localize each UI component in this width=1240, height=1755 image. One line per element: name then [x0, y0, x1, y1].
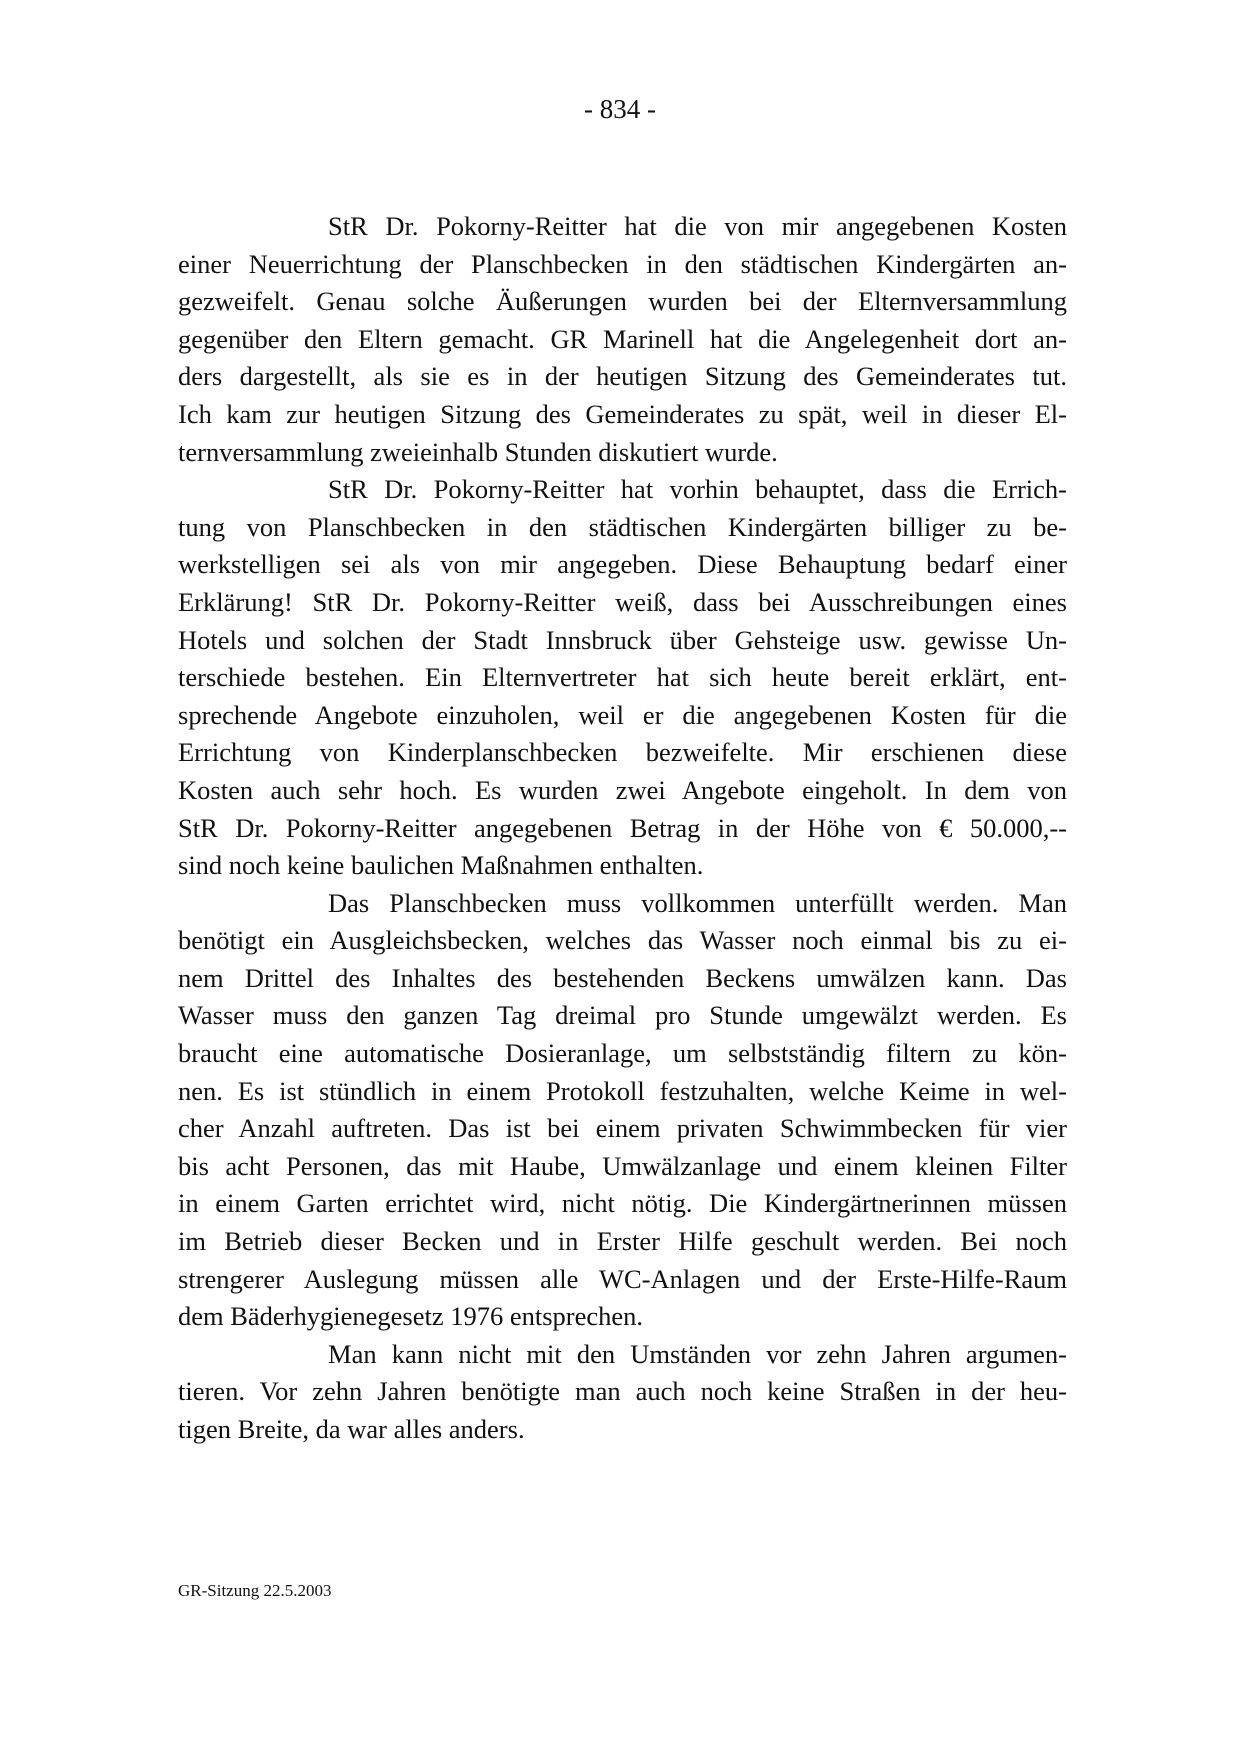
text-line: einer Neuerrichtung der Planschbecken in den städtischen Kindergärten an-: [178, 248, 1067, 279]
text-line: dem Bäderhygienegesetz 1976 entsprechen.: [178, 1301, 644, 1332]
text-line: in einem Garten errichtet wird, nicht nötig. Die Kindergärtnerinnen müssen: [178, 1188, 1067, 1219]
text-line: Hotels und solchen der Stadt Innsbruck über Gehsteige usw. gewisse Un-: [178, 624, 1067, 655]
text-line: Wasser muss den ganzen Tag dreimal pro Stunde umgewälzt werden. Es: [178, 1000, 1067, 1031]
text-line: benötigt ein Ausgleichsbecken, welches das Wasser noch einmal bis zu ei-: [178, 925, 1067, 956]
paragraph: [178, 885, 1067, 1336]
text-line: Ich kam zur heutigen Sitzung des Gemeinderates zu spät, weil in dieser El-: [178, 398, 1067, 429]
footer-session-date: GR-Sitzung 22.5.2003: [178, 1581, 332, 1600]
page-number: - 834 -: [584, 94, 656, 124]
text-line: Man kann nicht mit den Umständen vor zehn Jahren argumen-: [328, 1338, 1067, 1369]
text-line: Das Planschbecken muss vollkommen unterfüllt werden. Man: [328, 887, 1067, 918]
text-line: nem Drittel des Inhaltes des bestehenden Beckens umwälzen kann. Das: [178, 962, 1067, 993]
text-line: Errichtung von Kinderplanschbecken bezweifelte. Mir erschienen diese: [178, 737, 1067, 768]
text-line: gegenüber den Eltern gemacht. GR Marinell hat die Angelegenheit dort an-: [178, 323, 1067, 354]
text-line: im Betrieb dieser Becken und in Erster Hilfe geschult werden. Bei noch: [178, 1226, 1067, 1257]
text-line: braucht eine automatische Dosieranlage, um selbstständig filtern zu kön-: [178, 1038, 1067, 1069]
text-line: terschiede bestehen. Ein Elternvertreter hat sich heute bereit erklärt, ent-: [178, 662, 1067, 693]
text-line: ders dargestellt, als sie es in der heutigen Sitzung des Gemeinderates tut.: [178, 361, 1067, 392]
text-line: cher Anzahl auftreten. Das ist bei einem privaten Schwimmbecken für vier: [178, 1113, 1067, 1144]
text-line: StR Dr. Pokorny-Reitter angegebenen Betrag in der Höhe von € 50.000,--: [178, 812, 1067, 843]
paragraph: [178, 471, 1067, 885]
text-line: StR Dr. Pokorny-Reitter hat vorhin behauptet, dass die Errich-: [328, 474, 1067, 505]
text-line: gezweifelt. Genau solche Äußerungen wurden bei der Elternversammlung: [178, 286, 1067, 317]
text-line: Kosten auch sehr hoch. Es wurden zwei Angebote eingeholt. In dem von: [178, 774, 1067, 805]
text-line: sprechende Angebote einzuholen, weil er die angegebenen Kosten für die: [178, 699, 1067, 730]
text-line: werkstelligen sei als von mir angegeben. Diese Behauptung bedarf einer: [178, 549, 1067, 580]
text-line: nen. Es ist stündlich in einem Protokoll festzuhalten, welche Keime in wel-: [178, 1075, 1067, 1106]
text-line: Erklärung! StR Dr. Pokorny-Reitter weiß, dass bei Ausschreibungen eines: [178, 586, 1067, 617]
text-line: sind noch keine baulichen Maßnahmen enthalten.: [178, 850, 704, 881]
paragraph: [178, 208, 1067, 471]
text-line: tigen Breite, da war alles anders.: [178, 1414, 525, 1444]
text-line: StR Dr. Pokorny-Reitter hat die von mir angegebenen Kosten: [328, 211, 1067, 241]
document-body: [178, 208, 1067, 1449]
text-line: tieren. Vor zehn Jahren benötigte man auch noch keine Straßen in der heu-: [178, 1376, 1067, 1407]
text-line: tung von Planschbecken in den städtischen Kindergärten billiger zu be-: [178, 511, 1067, 542]
text-line: ternversammlung zweieinhalb Stunden diskutiert wurde.: [178, 436, 778, 467]
paragraph: [178, 1336, 1067, 1449]
text-line: strengerer Auslegung müssen alle WC-Anlagen und der Erste-Hilfe-Raum: [178, 1263, 1067, 1294]
text-line: bis acht Personen, das mit Haube, Umwälzanlage und einem kleinen Filter: [178, 1150, 1067, 1181]
